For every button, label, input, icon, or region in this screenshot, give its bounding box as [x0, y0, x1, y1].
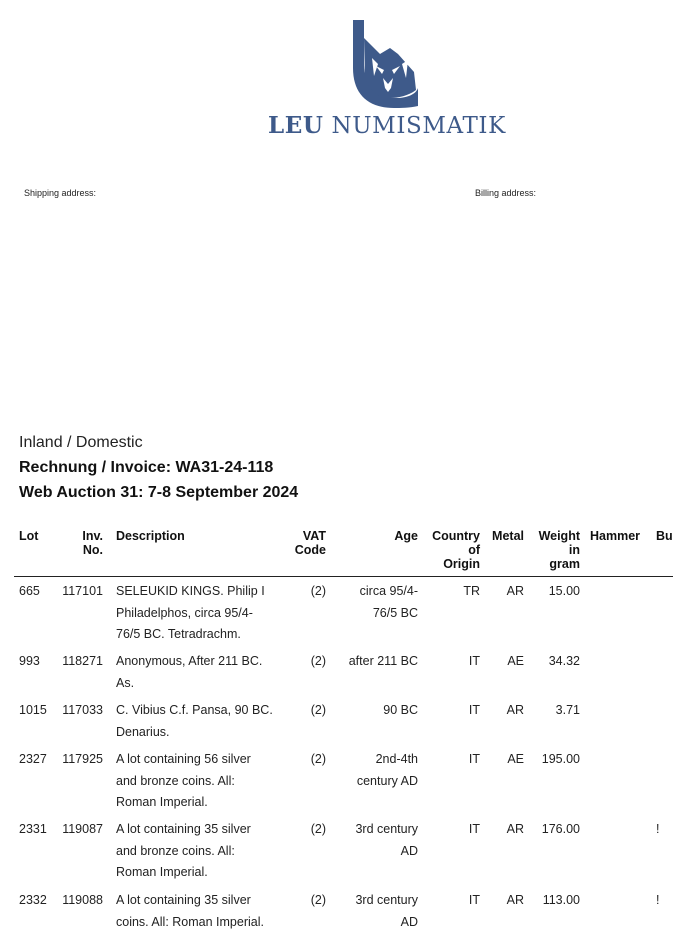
description-cell [116, 651, 288, 694]
description-cell-line: and bronze coins. All: [116, 773, 235, 788]
header-buyer: Bu [656, 529, 673, 543]
weight-cell: 15.00 [548, 584, 580, 598]
description-cell-line: 76/5 BC. Tetradrachm. [116, 627, 241, 641]
description-cell [116, 819, 288, 884]
description-cell [116, 700, 288, 743]
header-metal: Metal [492, 529, 524, 543]
description-cell [116, 749, 288, 814]
metal-cell: AE [507, 654, 524, 668]
buyer-cell: ! [656, 822, 660, 836]
inv-no-cell: 117925 [62, 752, 103, 766]
description-cell-line: A lot containing 35 silver [116, 893, 251, 907]
lot-cell: 993 [19, 654, 40, 668]
description-cell-line: A lot containing 35 silver [116, 822, 251, 836]
header-age: Age [394, 529, 418, 543]
description-cell-line: C. Vibius C.f. Pansa, 90 BC. [116, 703, 273, 717]
invoice-table [0, 529, 673, 941]
header-country-of-origin: Country of Origin [432, 529, 480, 571]
metal-cell: AE [507, 752, 524, 766]
inv-no-cell: 119088 [62, 893, 103, 907]
metal-cell: AR [506, 584, 524, 598]
country-cell: IT [468, 703, 480, 717]
lion-head-icon [350, 18, 420, 108]
vat-code-cell: (2) [310, 584, 326, 598]
age-cell-line: AD [400, 843, 418, 858]
country-cell: IT [468, 822, 480, 836]
vat-code-cell: (2) [310, 822, 326, 836]
brand-name: LEU NUMISMATIK [268, 112, 506, 139]
age-cell [330, 890, 418, 933]
country-cell: IT [468, 752, 480, 766]
weight-cell: 176.00 [541, 822, 580, 836]
age-cell-line: 2nd-4th [375, 752, 418, 766]
lot-cell: 2327 [19, 752, 47, 766]
description-cell-line: Denarius. [116, 724, 170, 739]
country-cell: TR [463, 584, 480, 598]
inv-no-cell: 119087 [62, 822, 103, 836]
age-cell [330, 700, 418, 722]
vat-code-cell: (2) [310, 893, 326, 907]
description-cell-line: As. [116, 675, 135, 690]
lot-cell: 2332 [19, 893, 47, 907]
header-vat-code: VAT Code [294, 529, 326, 557]
description-cell-line: Anonymous, After 211 BC. [116, 654, 263, 668]
description-cell-line: and bronze coins. All: [116, 843, 235, 858]
description-cell-line: SELEUKID KINGS. Philip I [116, 584, 265, 598]
age-cell-line: circa 95/4- [359, 584, 418, 598]
invoice-scope: Inland / Domestic [19, 434, 143, 451]
age-cell-line: century AD [356, 773, 418, 788]
weight-cell: 34.32 [548, 654, 580, 668]
header-hammer: Hammer [590, 529, 641, 543]
age-cell-line: 76/5 BC [372, 605, 418, 620]
lot-cell: 2331 [19, 822, 47, 836]
auction-title: Web Auction 31: 7-8 September 2024 [19, 484, 299, 501]
weight-cell: 3.71 [555, 703, 580, 717]
vat-code-cell: (2) [310, 703, 326, 717]
company-logo [0, 18, 673, 148]
age-cell [330, 749, 418, 792]
description-cell-line: Roman Imperial. [116, 865, 208, 879]
vat-code-cell: (2) [310, 654, 326, 668]
billing-address-label: Billing address: [475, 188, 537, 198]
age-cell-line: AD [400, 914, 418, 929]
invoice-title: Rechnung / Invoice: WA31-24-118 [19, 459, 274, 476]
age-cell [330, 581, 418, 624]
description-cell-line: Philadelphos, circa 95/4- [116, 605, 253, 620]
header-inv-no: Inv. No. [82, 529, 103, 557]
age-cell-line: 3rd century [355, 822, 418, 836]
lot-cell: 1015 [19, 703, 47, 717]
header-lot: Lot [19, 529, 39, 543]
shipping-address-label: Shipping address: [24, 188, 97, 198]
age-cell [330, 651, 418, 673]
description-cell-line: A lot containing 56 silver [116, 752, 251, 766]
lot-cell: 665 [19, 584, 40, 598]
country-cell: IT [468, 654, 480, 668]
description-cell-line: Roman Imperial. [116, 795, 208, 809]
inv-no-cell: 117101 [62, 584, 103, 598]
weight-cell: 113.00 [542, 893, 580, 907]
weight-cell: 195.00 [541, 752, 580, 766]
country-cell: IT [468, 893, 480, 907]
buyer-cell: ! [656, 893, 660, 907]
age-cell-line: 90 BC [383, 703, 418, 717]
header-weight: Weight in gram [538, 529, 580, 571]
header-description: Description [116, 529, 185, 543]
inv-no-cell: 117033 [62, 703, 103, 717]
description-cell [116, 581, 288, 646]
metal-cell: AR [506, 822, 524, 836]
metal-cell: AR [506, 893, 524, 907]
vat-code-cell: (2) [310, 752, 326, 766]
age-cell-line: after 211 BC [348, 654, 418, 668]
description-cell [116, 890, 288, 933]
inv-no-cell: 118271 [62, 654, 103, 668]
description-cell-line: coins. All: Roman Imperial. [116, 914, 264, 929]
metal-cell: AR [506, 703, 524, 717]
header-divider [14, 576, 673, 577]
age-cell-line: 3rd century [355, 893, 418, 907]
age-cell [330, 819, 418, 862]
